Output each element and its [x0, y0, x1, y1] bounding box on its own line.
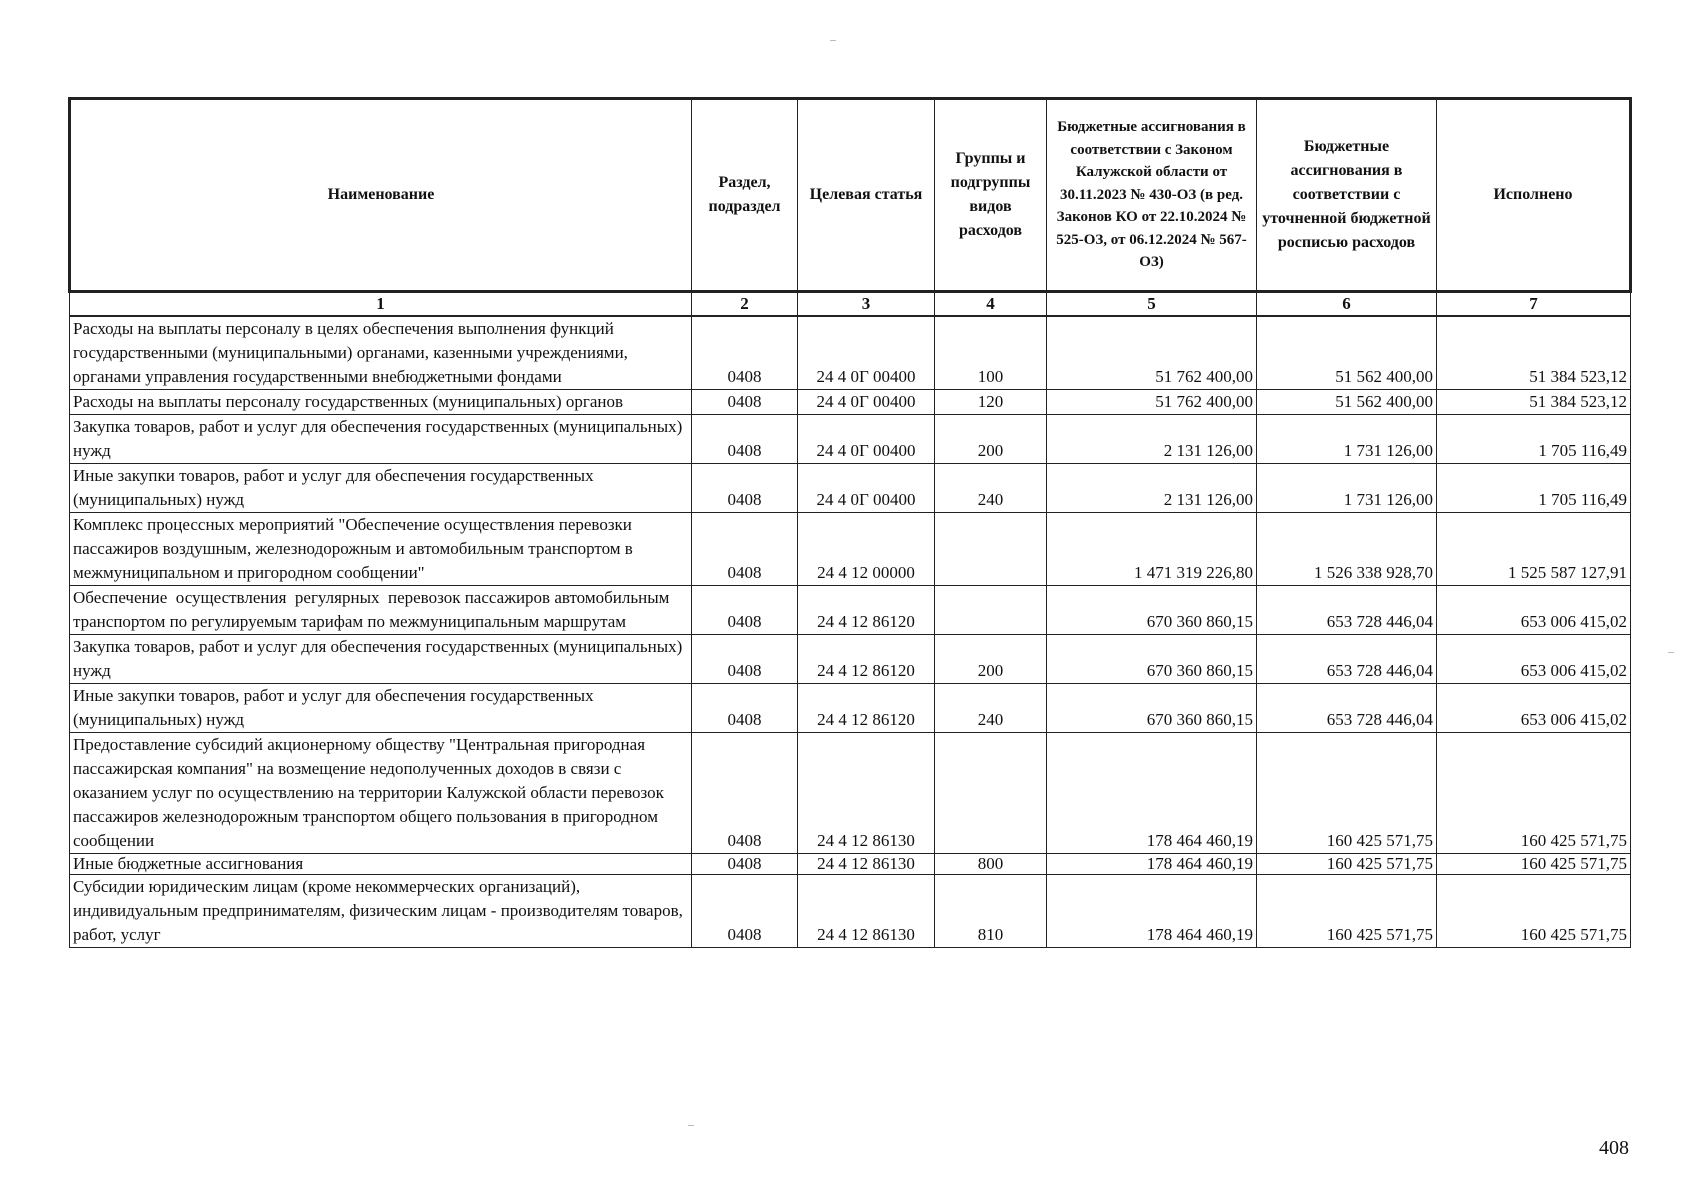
row-executed-amount: 1 705 116,49: [1437, 415, 1631, 464]
column-number: 7: [1437, 292, 1631, 317]
row-name: Предоставление субсидий акционерному обществу "Центральная пригородная пассажирская компания" на возмещение недополученных доходов в связи с оказанием услуг по осуществлению на территории Калужской области перевозок пассажиров железнодорожным транспортом общего пользования в пригородном сообщении: [70, 733, 692, 854]
row-group: 810: [935, 875, 1047, 948]
scan-speck: [1668, 652, 1674, 653]
table-header: [70, 99, 1631, 292]
row-section: 0408: [692, 684, 798, 733]
row-section: 0408: [692, 733, 798, 854]
table-row: [70, 390, 1631, 415]
table-body: [70, 292, 1631, 948]
row-law-amount: 670 360 860,15: [1047, 586, 1257, 635]
column-number: 6: [1257, 292, 1437, 317]
row-name: Иные бюджетные ассигнования: [70, 854, 692, 875]
header-section: Раздел, подраздел: [692, 99, 798, 292]
row-group: 200: [935, 635, 1047, 684]
row-target: 24 4 12 86120: [798, 586, 935, 635]
row-group: [935, 586, 1047, 635]
row-group: 100: [935, 316, 1047, 390]
row-law-amount: 2 131 126,00: [1047, 464, 1257, 513]
row-refined-amount: 1 526 338 928,70: [1257, 513, 1437, 586]
row-refined-amount: 51 562 400,00: [1257, 316, 1437, 390]
row-section: 0408: [692, 635, 798, 684]
row-section: 0408: [692, 586, 798, 635]
table-row: [70, 875, 1631, 948]
row-name: Обеспечение осуществления регулярных перевозок пассажиров автомобильным транспортом по регулируемым тарифам по межмуниципальным маршрутам: [70, 586, 692, 635]
row-group: 200: [935, 415, 1047, 464]
row-law-amount: 670 360 860,15: [1047, 684, 1257, 733]
row-name: Комплекс процессных мероприятий "Обеспечение осуществления перевозки пассажиров воздушным, железнодорожным и автомобильным транспортом в межмуниципальном и пригородном сообщении": [70, 513, 692, 586]
row-refined-amount: 653 728 446,04: [1257, 586, 1437, 635]
column-number: 2: [692, 292, 798, 317]
table-row: [70, 635, 1631, 684]
row-name: Закупка товаров, работ и услуг для обеспечения государственных (муниципальных) нужд: [70, 415, 692, 464]
table-row: [70, 464, 1631, 513]
row-law-amount: 51 762 400,00: [1047, 390, 1257, 415]
column-number: 1: [70, 292, 692, 317]
page-number: 408: [1599, 1137, 1629, 1159]
column-number: 4: [935, 292, 1047, 317]
header-executed: Исполнено: [1437, 99, 1631, 292]
row-section: 0408: [692, 390, 798, 415]
row-name: Субсидии юридическим лицам (кроме некоммерческих организаций), индивидуальным предпринимателям, физическим лицам - производителям товаров, работ, услуг: [70, 875, 692, 948]
row-section: 0408: [692, 464, 798, 513]
row-refined-amount: 160 425 571,75: [1257, 733, 1437, 854]
header-groups: Группы и подгруппы видов расходов: [935, 99, 1047, 292]
row-target: 24 4 12 86130: [798, 875, 935, 948]
row-section: 0408: [692, 875, 798, 948]
row-group: [935, 513, 1047, 586]
scan-speck: [830, 40, 836, 41]
row-group: 800: [935, 854, 1047, 875]
row-group: [935, 733, 1047, 854]
row-executed-amount: 51 384 523,12: [1437, 390, 1631, 415]
row-law-amount: 178 464 460,19: [1047, 854, 1257, 875]
row-target: 24 4 12 00000: [798, 513, 935, 586]
column-number: 5: [1047, 292, 1257, 317]
header-refined-allocations: Бюджетные ассигнования в соответствии с уточненной бюджетной росписью расходов: [1257, 99, 1437, 292]
row-executed-amount: 1 525 587 127,91: [1437, 513, 1631, 586]
row-name: Закупка товаров, работ и услуг для обеспечения государственных (муниципальных) нужд: [70, 635, 692, 684]
row-group: 120: [935, 390, 1047, 415]
budget-table: [68, 97, 1632, 948]
row-executed-amount: 51 384 523,12: [1437, 316, 1631, 390]
row-executed-amount: 1 705 116,49: [1437, 464, 1631, 513]
row-law-amount: 2 131 126,00: [1047, 415, 1257, 464]
row-target: 24 4 0Г 00400: [798, 390, 935, 415]
row-executed-amount: 160 425 571,75: [1437, 875, 1631, 948]
table-row: [70, 854, 1631, 875]
row-target: 24 4 12 86120: [798, 635, 935, 684]
scan-speck: [688, 1125, 694, 1126]
table-row: [70, 733, 1631, 854]
row-executed-amount: 653 006 415,02: [1437, 635, 1631, 684]
row-target: 24 4 0Г 00400: [798, 316, 935, 390]
row-executed-amount: 653 006 415,02: [1437, 586, 1631, 635]
table-row: [70, 415, 1631, 464]
table-row: [70, 684, 1631, 733]
row-executed-amount: 160 425 571,75: [1437, 733, 1631, 854]
header-law-allocations: Бюджетные ассигнования в соответствии с Законом Калужской области от 30.11.2023 № 430-ОЗ (в ред. Законов КО от 22.10.2024 № 525-ОЗ, от 06.12.2024 № 567-ОЗ): [1047, 99, 1257, 292]
row-law-amount: 1 471 319 226,80: [1047, 513, 1257, 586]
row-refined-amount: 160 425 571,75: [1257, 854, 1437, 875]
row-executed-amount: 160 425 571,75: [1437, 854, 1631, 875]
row-target: 24 4 12 86120: [798, 684, 935, 733]
row-law-amount: 178 464 460,19: [1047, 733, 1257, 854]
row-target: 24 4 0Г 00400: [798, 464, 935, 513]
row-section: 0408: [692, 316, 798, 390]
row-law-amount: 670 360 860,15: [1047, 635, 1257, 684]
column-numbers-row: [70, 292, 1631, 317]
row-section: 0408: [692, 415, 798, 464]
row-name: Иные закупки товаров, работ и услуг для обеспечения государственных (муниципальных) нужд: [70, 464, 692, 513]
row-section: 0408: [692, 513, 798, 586]
header-name: Наименование: [70, 99, 692, 292]
row-executed-amount: 653 006 415,02: [1437, 684, 1631, 733]
row-law-amount: 178 464 460,19: [1047, 875, 1257, 948]
row-refined-amount: 653 728 446,04: [1257, 684, 1437, 733]
column-number: 3: [798, 292, 935, 317]
row-group: 240: [935, 684, 1047, 733]
row-section: 0408: [692, 854, 798, 875]
row-name: Иные закупки товаров, работ и услуг для обеспечения государственных (муниципальных) нужд: [70, 684, 692, 733]
table-row: [70, 513, 1631, 586]
row-group: 240: [935, 464, 1047, 513]
row-refined-amount: 51 562 400,00: [1257, 390, 1437, 415]
header-target: Целевая статья: [798, 99, 935, 292]
row-target: 24 4 12 86130: [798, 733, 935, 854]
row-law-amount: 51 762 400,00: [1047, 316, 1257, 390]
row-target: 24 4 12 86130: [798, 854, 935, 875]
row-refined-amount: 1 731 126,00: [1257, 415, 1437, 464]
table-row: [70, 316, 1631, 390]
table-row: [70, 586, 1631, 635]
row-name: Расходы на выплаты персоналу в целях обеспечения выполнения функций государственными (муниципальными) органами, казенными учреждениями, органами управления государственными внебюджетными фондами: [70, 316, 692, 390]
row-refined-amount: 1 731 126,00: [1257, 464, 1437, 513]
row-refined-amount: 653 728 446,04: [1257, 635, 1437, 684]
row-target: 24 4 0Г 00400: [798, 415, 935, 464]
row-name: Расходы на выплаты персоналу государственных (муниципальных) органов: [70, 390, 692, 415]
row-refined-amount: 160 425 571,75: [1257, 875, 1437, 948]
